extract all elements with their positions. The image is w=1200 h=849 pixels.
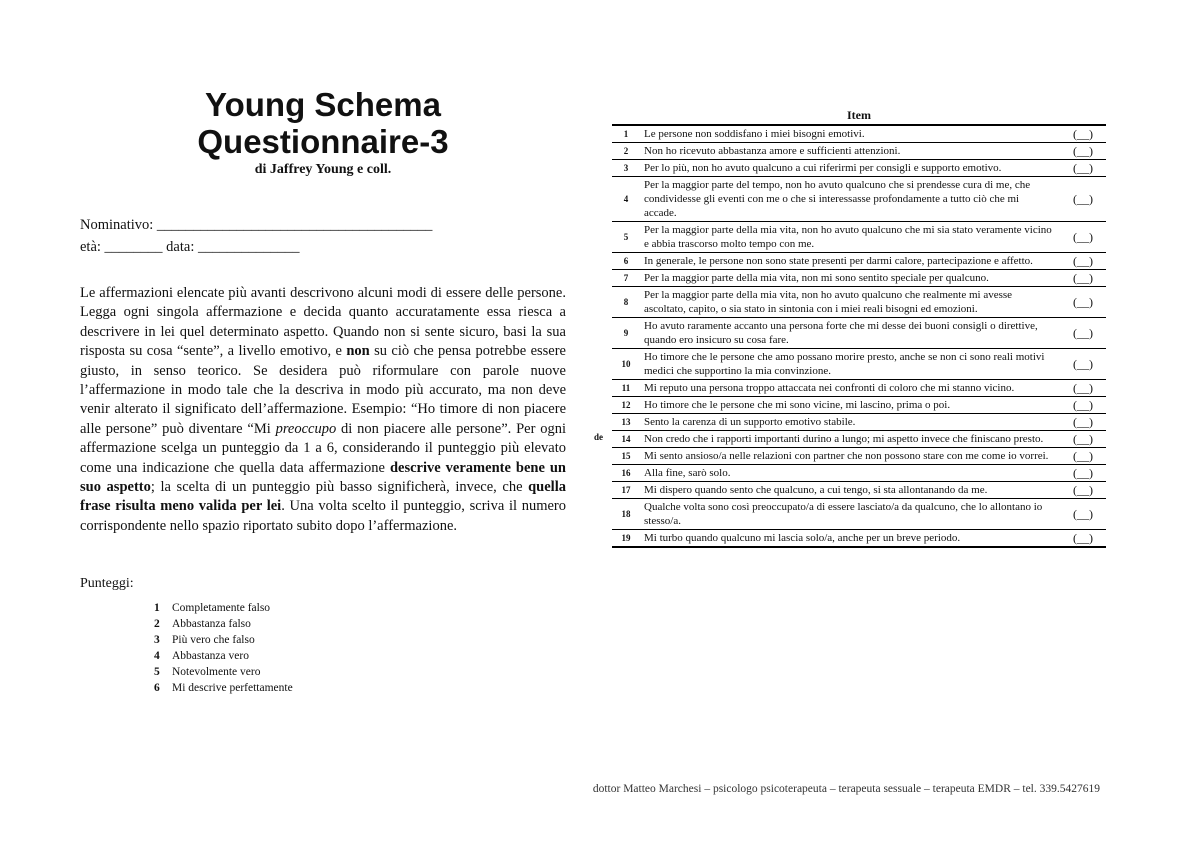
item-number: 8	[612, 287, 640, 318]
score-row	[154, 664, 566, 680]
item-answer-blank[interactable]: (__)	[1060, 349, 1106, 380]
table-row	[612, 253, 1106, 270]
item-answer-blank[interactable]: (__)	[1060, 125, 1106, 143]
score-row	[154, 616, 566, 632]
item-answer-blank[interactable]: (__)	[1060, 414, 1106, 431]
item-answer-blank[interactable]: (__)	[1060, 318, 1106, 349]
table-row	[612, 499, 1106, 530]
title-line-2: Questionnaire-3	[197, 123, 449, 160]
item-number: 16	[612, 465, 640, 482]
score-row	[154, 600, 566, 616]
item-text: Mi dispero quando sento che qualcuno, a cui tengo, si sta allontanando da me.	[640, 482, 1060, 499]
instructions-paragraph	[80, 284, 566, 536]
item-number: 4	[612, 177, 640, 222]
table-row	[612, 448, 1106, 465]
item-text: Per la maggior parte della mia vita, non ho avuto qualcuno che realmente mi avesse ascoltato, capito, o sia stato in sintonia con i miei reali bisogni ed emozioni.	[640, 287, 1060, 318]
item-text: In generale, le persone non sono state presenti per darmi calore, partecipazione e affetto.	[640, 253, 1060, 270]
table-row	[612, 125, 1106, 143]
item-answer-blank[interactable]: (__)	[1060, 431, 1106, 448]
intro-segment: su ciò che pensa potrebbe essere giusto, in senso teorico. Se desidera può riformulare con parole nuove l’affermazione in modo tale che la descriva in modo più accurato, ma non deve venir alterato il significato dell’affermazione. Esempio: “Ho timore di non piacere alle persone” può diventare “Mi	[80, 343, 566, 437]
item-number: 9	[612, 318, 640, 349]
item-number: 7	[612, 270, 640, 287]
items-header: Item	[847, 108, 871, 122]
intro-segment: . Una volta scelto il punteggio, scriva il numero corrispondente nello spazio riportato subito dopo l’affermazione.	[80, 498, 566, 534]
page-title	[80, 86, 566, 160]
score-label: Notevolmente vero	[172, 666, 261, 679]
table-row	[612, 222, 1106, 253]
table-row	[612, 270, 1106, 287]
item-number: 3	[612, 160, 640, 177]
score-label: Abbastanza falso	[172, 618, 251, 631]
score-row	[154, 648, 566, 664]
item-text: Ho avuto raramente accanto una persona forte che mi desse dei buoni consigli o direttive, quando ero insicuro su cosa fare.	[640, 318, 1060, 349]
intro-segment: quella frase risulta meno valida per lei	[80, 479, 566, 515]
item-text: Le persone non soddisfano i miei bisogni emotivi.	[640, 125, 1060, 143]
scores-title: Punteggi:	[80, 576, 134, 592]
item-number: 1	[612, 125, 640, 143]
table-row	[612, 465, 1106, 482]
table-row	[612, 177, 1106, 222]
item-number: 19	[612, 530, 640, 548]
personal-fields	[80, 214, 566, 258]
left-column	[80, 86, 566, 696]
item-number: 10	[612, 349, 640, 380]
item-answer-blank[interactable]: (__)	[1060, 160, 1106, 177]
item-answer-blank[interactable]: (__)	[1060, 397, 1106, 414]
items-column	[612, 106, 1106, 548]
item-number: 11	[612, 380, 640, 397]
score-number: 6	[154, 682, 160, 695]
intro-segment: ; la scelta di un punteggio più basso significherà, invece, che	[150, 479, 529, 496]
intro-segment: non	[346, 343, 370, 360]
intro-segment: Le affermazioni elencate più avanti descrivono alcuni modi di essere delle persone. Legga ogni singola affermazione e decida quanto accuratamente essa riesca a descrivere in lei quel determinato aspetto. Quando non si sente sicuro, basi la sua risposta su cosa “sente”, a livello emotivo, e	[80, 285, 566, 360]
item-number: 18	[612, 499, 640, 530]
table-row	[612, 431, 1106, 448]
side-label: de	[594, 432, 603, 442]
table-row	[612, 397, 1106, 414]
item-text: Ho timore che le persone che mi sono vicine, mi lascino, prima o poi.	[640, 397, 1060, 414]
age-date-field[interactable]: età: ________ data: ______________	[80, 239, 300, 255]
score-row	[154, 632, 566, 648]
item-text: Ho timore che le persone che amo possano morire presto, anche se non ci sono reali motivi medici che supportino la mia convinzione.	[640, 349, 1060, 380]
item-text: Mi reputo una persona troppo attaccata nei confronti di coloro che mi stanno vicino.	[640, 380, 1060, 397]
item-number: 12	[612, 397, 640, 414]
score-number: 2	[154, 618, 160, 631]
score-label: Abbastanza vero	[172, 650, 249, 663]
item-number: 15	[612, 448, 640, 465]
score-row	[154, 680, 566, 696]
item-text: Non credo che i rapporti importanti durino a lungo; mi aspetto invece che finiscano presto.	[640, 431, 1060, 448]
table-row	[612, 287, 1106, 318]
title-line-1: Young Schema	[205, 86, 441, 123]
intro-segment: descrive veramente bene un suo aspetto	[80, 459, 566, 496]
item-text: Sento la carenza di un supporto emotivo stabile.	[640, 414, 1060, 431]
item-text: Non ho ricevuto abbastanza amore e sufficienti attenzioni.	[640, 143, 1060, 160]
item-answer-blank[interactable]: (__)	[1060, 177, 1106, 222]
score-label: Completamente falso	[172, 602, 271, 615]
item-answer-blank[interactable]: (__)	[1060, 143, 1106, 160]
item-text: Mi sento ansioso/a nelle relazioni con partner che non possono stare con me come io vorrei.	[640, 448, 1060, 465]
item-text: Per la maggior parte del tempo, non ho avuto qualcuno che si prendesse cura di me, che condividesse gli eventi con me o che si interessasse profondamente a tutto ciò che mi accade.	[640, 177, 1060, 222]
item-text: Alla fine, sarò solo.	[640, 465, 1060, 482]
item-answer-blank[interactable]: (__)	[1060, 287, 1106, 318]
score-number: 5	[154, 666, 160, 679]
item-text: Qualche volta sono così preoccupato/a di essere lasciato/a da qualcuno, che lo allontano io stesso/a.	[640, 499, 1060, 530]
item-number: 5	[612, 222, 640, 253]
table-row	[612, 318, 1106, 349]
score-number: 1	[154, 602, 160, 615]
item-answer-blank[interactable]: (__)	[1060, 380, 1106, 397]
item-number: 2	[612, 143, 640, 160]
item-answer-blank[interactable]: (__)	[1060, 222, 1106, 253]
intro-segment: preoccupo	[275, 420, 337, 437]
item-answer-blank[interactable]: (__)	[1060, 482, 1106, 499]
item-answer-blank[interactable]: (__)	[1060, 253, 1106, 270]
item-number: 17	[612, 482, 640, 499]
intro-segment: di non piacere alle persone”. Per ogni affermazione scelga un punteggio da 1 a 6, considerando il punteggio più elevato come una indicazione che quella data affermazione	[80, 420, 566, 476]
item-answer-blank[interactable]: (__)	[1060, 465, 1106, 482]
item-text: Mi turbo quando qualcuno mi lascia solo/a, anche per un breve periodo.	[640, 530, 1060, 548]
score-label: Mi descrive perfettamente	[172, 682, 293, 695]
item-answer-blank[interactable]: (__)	[1060, 530, 1106, 548]
author-byline: di Jaffrey Young e coll.	[254, 162, 392, 177]
table-row	[612, 530, 1106, 548]
item-answer-blank[interactable]: (__)	[1060, 499, 1106, 530]
item-number: 13	[612, 414, 640, 431]
item-answer-blank[interactable]: (__)	[1060, 448, 1106, 465]
scores-legend	[154, 600, 566, 696]
footer-contact: dottor Matteo Marchesi – psicologo psicoterapeuta – terapeuta sessuale – terapeuta EMDR – tel. 339.5427619	[592, 783, 1100, 795]
item-answer-blank[interactable]: (__)	[1060, 270, 1106, 287]
table-row	[612, 414, 1106, 431]
item-number: 14	[612, 431, 640, 448]
table-row	[612, 160, 1106, 177]
item-text: Per la maggior parte della mia vita, non mi sono sentito speciale per qualcuno.	[640, 270, 1060, 287]
table-row	[612, 349, 1106, 380]
item-text: Per lo più, non ho avuto qualcuno a cui riferirmi per consigli e supporto emotivo.	[640, 160, 1060, 177]
items-table	[612, 124, 1106, 548]
table-row	[612, 380, 1106, 397]
table-row	[612, 143, 1106, 160]
item-number: 6	[612, 253, 640, 270]
score-number: 3	[154, 634, 160, 647]
score-number: 4	[154, 650, 160, 663]
item-text: Per la maggior parte della mia vita, non ho avuto qualcuno che mi sia stato veramente vicino e abbia trascorso molto tempo con me.	[640, 222, 1060, 253]
name-field[interactable]: Nominativo: ______________________________________	[80, 217, 433, 233]
score-label: Più vero che falso	[172, 634, 255, 647]
table-row	[612, 482, 1106, 499]
